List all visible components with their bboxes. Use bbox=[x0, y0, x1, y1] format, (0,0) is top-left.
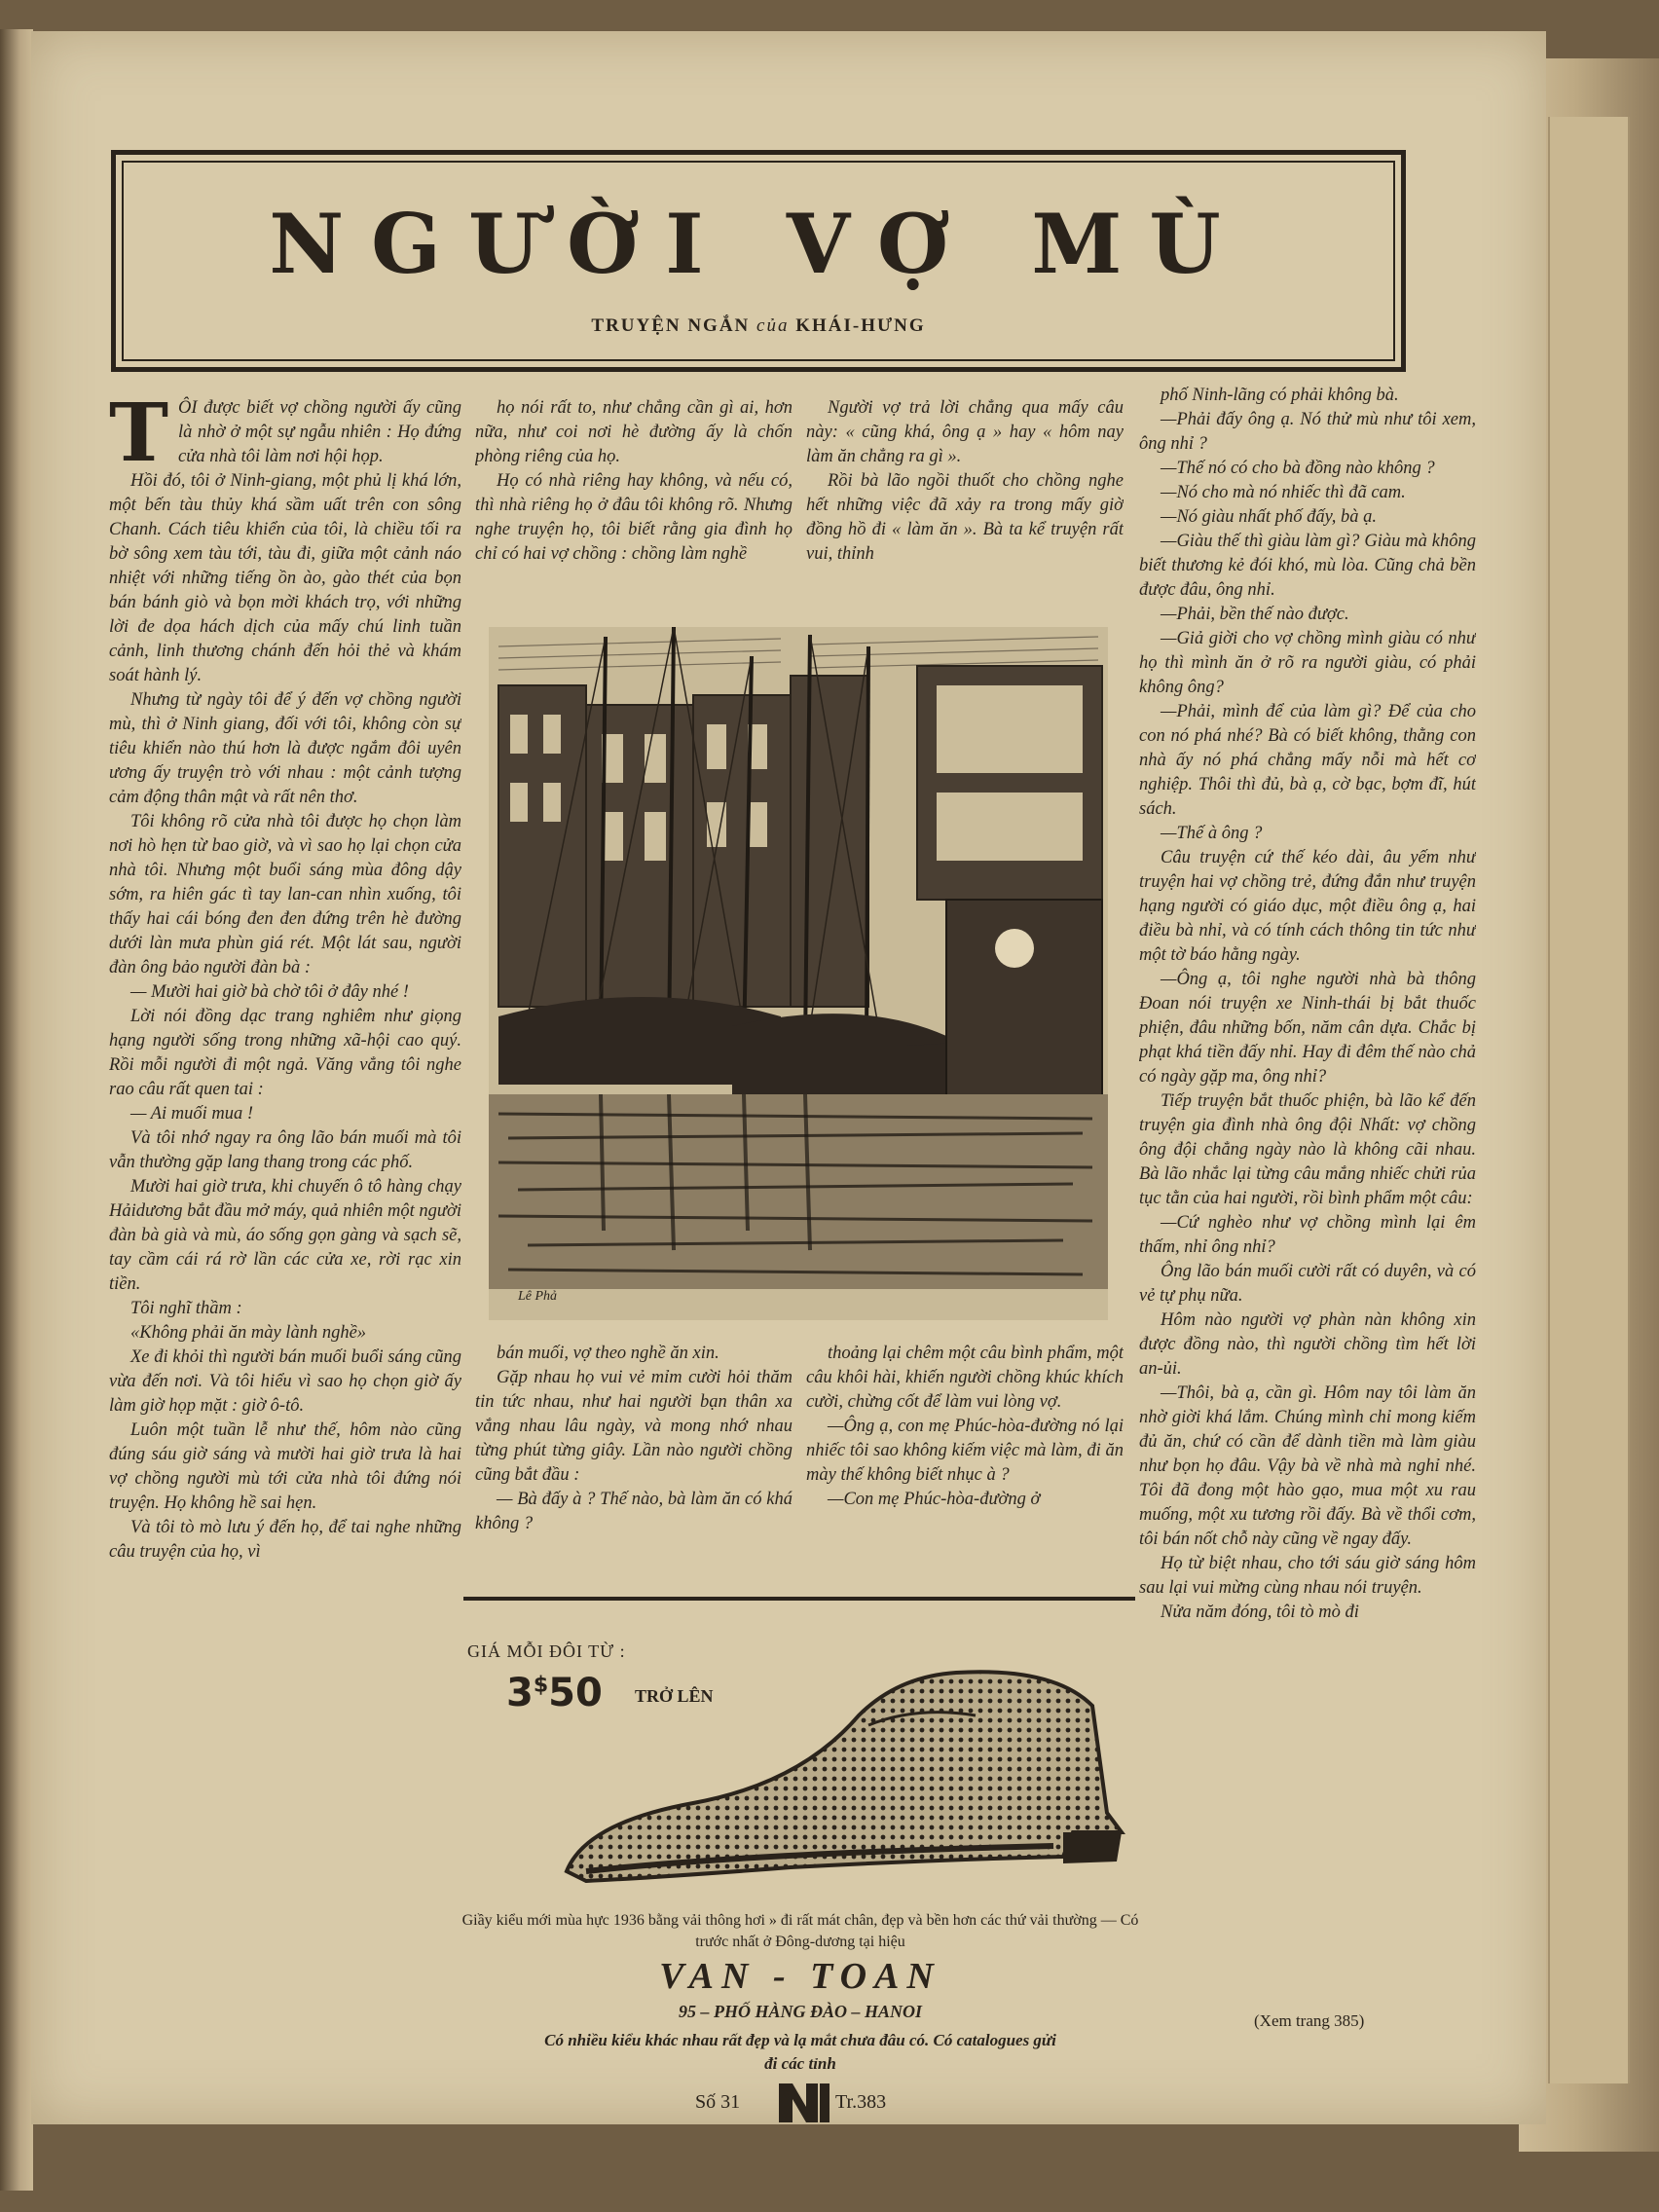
story-paragraph: Mười hai giờ trưa, khi chuyến ô tô hàng chạy Hảidương bắt đầu mở máy, quả nhiên một người đàn bà già và mù, áo sống gọn gàng và sạch sẽ, tay cầm cái rá rờ lần các cửa xe, rời rạc xin tiền. bbox=[109, 1177, 461, 1294]
story-paragraph: «Không phải ăn mày lành nghề» bbox=[130, 1323, 367, 1343]
story-column-2-top bbox=[475, 396, 793, 615]
story-paragraph: —Thế à ông ? bbox=[1161, 824, 1263, 843]
story-paragraph: —Ông ạ, con mẹ Phúc-hòa-đường nó lại nhiếc tôi sao không kiếm việc mà làm, đi ăn mày thế không biết nhục à ? bbox=[806, 1417, 1124, 1485]
story-paragraph: thoảng lại chêm một câu bình phẩm, một câu khôi hài, khiến người chồng khúc khích cười, chừng cốt để làm vui lòng vợ. bbox=[806, 1344, 1124, 1412]
advert-address: 95 – PHỐ HÀNG ĐÀO – HANOI bbox=[678, 2002, 922, 2021]
story-paragraph: —Cứ nghèo như vợ chồng mình lại êm thấm, nhỉ ông nhỉ? bbox=[1139, 1213, 1476, 1257]
story-paragraph: —Phải, mình để của làm gì? Để của cho con nó phá nhé? Bà có biết không, thằng con nhà ấy nó phá chẳng mấy nỗi mà hết cơ nghiệp. Thôi thì đủ, bà ạ, cờ bạc, bợm đĩ, hút sách. bbox=[1139, 702, 1476, 819]
story-paragraph: — Bà đấy à ? Thế nào, bà làm ăn có khá không ? bbox=[475, 1490, 793, 1533]
advert-price-currency: $ bbox=[533, 1673, 549, 1698]
story-paragraph: Luôn một tuần lễ như thế, hôm nào cũng đúng sáu giờ sáng và mười hai giờ trưa là hai vợ chồng người mù tới cửa nhà tôi đứng nói truyện. Họ không hề sai hẹn. bbox=[109, 1420, 461, 1513]
advert-note: Có nhiều kiểu khác nhau rất đẹp và lạ mắt chưa đâu có. Có catalogues gửi đi các tỉnh bbox=[544, 2031, 1056, 2073]
byline-of: của bbox=[756, 315, 790, 336]
advert-price-cents: 50 bbox=[548, 1671, 603, 1715]
drop-cap: T bbox=[109, 396, 169, 480]
story-paragraph: — Ai muối mua ! bbox=[130, 1104, 254, 1124]
harbor-illustration bbox=[489, 627, 1108, 1320]
story-paragraph: Và tôi nhớ ngay ra ông lão bán muối mà tôi vẫn thường gặp lang thang trong các phố. bbox=[109, 1128, 461, 1172]
story-paragraph: Tôi nghĩ thầm : bbox=[130, 1299, 242, 1318]
story-paragraph: — Mười hai giờ bà chờ tôi ở đây nhé ! bbox=[130, 982, 409, 1002]
story-paragraph: —Nó giàu nhất phố đấy, bà ạ. bbox=[1161, 507, 1378, 527]
page-number: Tr.383 bbox=[835, 2091, 887, 2113]
story-paragraph: —Con mẹ Phúc-hòa-đường ở bbox=[828, 1490, 1041, 1509]
story-paragraph: —Ông ạ, tôi nghe người nhà bà thông Đoan nói truyện xe Ninh-thái bị bắt thuốc phiện, đâu những bốn, năm cân dựa. Chắc bị phạt khá tiền đấy nhỉ. Hay đi đêm thế nào chả có ngày gặp ma, ông nhỉ? bbox=[1139, 970, 1476, 1087]
story-column-2-bottom bbox=[475, 1342, 793, 1575]
story-paragraph: Hôm nào người vợ phàn nàn không xin được đồng nào, thì người chồng tìm hết lời an-ủi. bbox=[1139, 1310, 1476, 1379]
story-paragraph: Tôi không rõ cửa nhà tôi được họ chọn làm nơi hò hẹn từ bao giờ, và vì sao họ lại chọn cửa nhà tôi. Nhưng một buổi sáng mùa đông dậy sớm, ra hiên gác tì tay lan-can nhìn xuống, tôi thấy hai cái bóng đen đen đứng trên hè đường dưới làn mưa phùn giá rét. Một lát sau, người đàn ông bảo người đàn bà : bbox=[109, 812, 461, 977]
advert-divider bbox=[463, 1597, 1135, 1601]
advert-price-label: GIÁ MỖI ĐÔI TỪ : bbox=[467, 1641, 626, 1661]
newspaper-page bbox=[31, 31, 1546, 2124]
advert-price-from: TRỞ LÊN bbox=[635, 1686, 714, 1706]
story-paragraph: Gặp nhau họ vui vẻ mỉm cười hỏi thăm tin tức nhau, như hai người bạn thân xa vắng nhau lâu ngày, và mong nhớ nhau từng phút từng giây. Lần nào người chồng cũng bắt đầu : bbox=[475, 1368, 793, 1485]
story-paragraph: —Phải đấy ông ạ. Nó thử mù như tôi xem, ông nhỉ ? bbox=[1139, 410, 1476, 454]
story-paragraph: Rồi bà lão ngồi thuốt cho chồng nghe hết những việc đã xảy ra trong mấy giờ đồng hồ đi « làm ăn ». Bà ta kể truyện rất vui, thỉnh bbox=[806, 471, 1124, 564]
story-paragraph: —Phải, bền thế nào được. bbox=[1161, 605, 1349, 624]
advert-price-main: 3 bbox=[506, 1671, 534, 1715]
story-paragraph: Xe đi khỏi thì người bán muối buổi sáng cũng vừa đến nơi. Và tôi hiểu vì sao họ chọn giờ ấy làm giờ họp mặt : giờ ô-tô. bbox=[109, 1347, 461, 1416]
page-stack-inner bbox=[1548, 117, 1630, 2083]
story-paragraph: Lời nói đồng dạc trang nghiêm như giọng hạng người sống trong những xã-hội cao quý. Rồi mỗi người đi một ngả. Văng vẳng tôi nghe rao câu rất quen tai : bbox=[109, 1007, 461, 1099]
story-paragraph: —Thế nó có cho bà đồng nào không ? bbox=[1161, 459, 1435, 478]
story-paragraph: Ông lão bán muối cười rất có duyên, và có vẻ tự phụ nữa. bbox=[1139, 1262, 1476, 1306]
shoe-icon bbox=[547, 1638, 1131, 1891]
story-paragraph: Tiếp truyện bắt thuốc phiện, bà lão kể đến truyện gia đình nhà ông đội Nhất: vợ chồng ông đội chẳng ngày nào là không cãi nhau. Bà lão nhắc lại từng câu mắng nhiếc chửi rủa tục tằn của hai người, rồi bình phẩm một câu: bbox=[1139, 1091, 1476, 1208]
story-paragraph: —Thôi, bà ạ, cần gì. Hôm nay tôi làm ăn nhờ giời khá lắm. Chúng mình chỉ mong kiếm đủ ăn, chứ có cần để dành tiền mà làm giàu như bọn họ đâu. Vậy bà về nhà mà nghỉ nhé. Tôi đã đong một hào gạo, mua một xu rau muống, một xu tương rồi đấy. Bà về thổi cơm, tôi bán nốt chỗ này cũng về ngay đấy. bbox=[1139, 1383, 1476, 1549]
story-paragraph: Nhưng từ ngày tôi để ý đến vợ chồng người mù, thì ở Ninh giang, đối với tôi, không còn sự tiêu khiển nào thú hơn là được ngắm đôi uyên ương ấy truyện trò với nhau : một cảnh tượng cảm động thân mật và rất nên thơ. bbox=[109, 690, 461, 807]
story-column-3-top bbox=[806, 396, 1124, 615]
story-paragraph: bán muối, vợ theo nghề ăn xin. bbox=[497, 1344, 719, 1363]
byline-author: KHÁI-HƯNG bbox=[795, 315, 926, 336]
story-paragraph: —Giàu thế thì giàu làm gì? Giàu mà không biết thương kẻ đói khó, mù lòa. Cũng chả bền được đâu, ông nhỉ. bbox=[1139, 532, 1476, 600]
illustration-signature: Lê Phả bbox=[518, 1289, 558, 1304]
story-paragraph: Và tôi tò mò lưu ý đến họ, để tai nghe những câu truyện của họ, vì bbox=[109, 1518, 461, 1562]
harbor-woodcut-image bbox=[489, 627, 1108, 1320]
newspaper-logo-icon bbox=[775, 2080, 833, 2126]
story-paragraph: Họ từ biệt nhau, cho tới sáu giờ sáng hôm sau lại vui mừng cùng nhau nói truyện. bbox=[1139, 1554, 1476, 1598]
story-paragraph: họ nói rất to, như chẳng cần gì ai, hơn nữa, như coi nơi hè đường ấy là chốn phòng riêng của họ. bbox=[475, 398, 793, 466]
story-paragraph: phố Ninh-lãng có phải không bà. bbox=[1161, 386, 1399, 405]
story-title: NGƯỜI VỢ MÙ bbox=[269, 196, 1248, 292]
title-frame bbox=[111, 150, 1406, 372]
story-column-3-bottom bbox=[806, 1342, 1124, 1575]
byline bbox=[116, 315, 1401, 337]
story-paragraph: —Nó cho mà nó nhiếc thì đã cam. bbox=[1161, 483, 1406, 502]
story-paragraph: —Giả giời cho vợ chồng mình giàu có như họ thì mình ăn ở rõ ra người giàu, có phải không ông? bbox=[1139, 629, 1476, 697]
previous-page-edge bbox=[0, 29, 33, 2191]
story-paragraph: Người vợ trả lời chẳng qua mấy câu này: « cũng khá, ông ạ » hay « hôm nay làm ăn chẳng ra gì ». bbox=[806, 398, 1124, 466]
continued-note: (Xem trang 385) bbox=[1254, 2011, 1365, 2030]
story-column-4 bbox=[1139, 384, 1476, 2000]
advert-brand: VAN - TOAN bbox=[659, 1956, 941, 1997]
story-paragraph: Họ có nhà riêng hay không, và nếu có, thì nhà riêng họ ở đâu tôi không rõ. Nhưng nghe truyện họ, tôi biết rằng gia đình họ chỉ có hai vợ chồng : chồng làm nghề bbox=[475, 471, 793, 564]
story-paragraph: ÔI được biết vợ chồng người ấy cũng là nhờ ở một sự ngẫu nhiên : Họ đứng cửa nhà tôi làm nơi hội họp. bbox=[178, 398, 461, 466]
issue-number: Số 31 bbox=[695, 2091, 741, 2113]
advert-description: Giầy kiểu mới mùa hực 1936 bằng vải thông hơi » đi rất mát chân, đẹp và bền hơn các thứ vải thường — Có trước nhất ở Đông-dương tại hiệu bbox=[461, 1912, 1139, 1950]
story-paragraph: Câu truyện cứ thế kéo dài, âu yếm như truyện hai vợ chồng trẻ, đứng đắn như truyện hạng người có giáo dục, một điều ông ạ, hai điều bà nhỉ, và có tính cách thông tin tức như một tờ báo hằng ngày. bbox=[1139, 848, 1476, 965]
byline-genre: TRUYỆN NGẮN bbox=[591, 315, 751, 336]
story-paragraph: Nửa năm đóng, tôi tò mò đi bbox=[1161, 1603, 1359, 1622]
story-paragraph: Hồi đó, tôi ở Ninh-giang, một phủ lị khá lớn, một bến tàu thủy khá sầm uất trên con sông Chanh. Cách tiêu khiển của tôi, là chiều tối ra bờ sông xem tàu tới, tàu đi, giữa một cảnh náo nhiệt với những tiếng ồn ào, gào thét của bọn bán bánh giò và bọn mời khách trọ, với những lời đe dọa hách dịch của mấy chú linh tuần cảnh, linh thương chánh đến hỏi thẻ và khám soát hành lý. bbox=[109, 471, 461, 685]
story-column-1 bbox=[109, 396, 461, 2081]
